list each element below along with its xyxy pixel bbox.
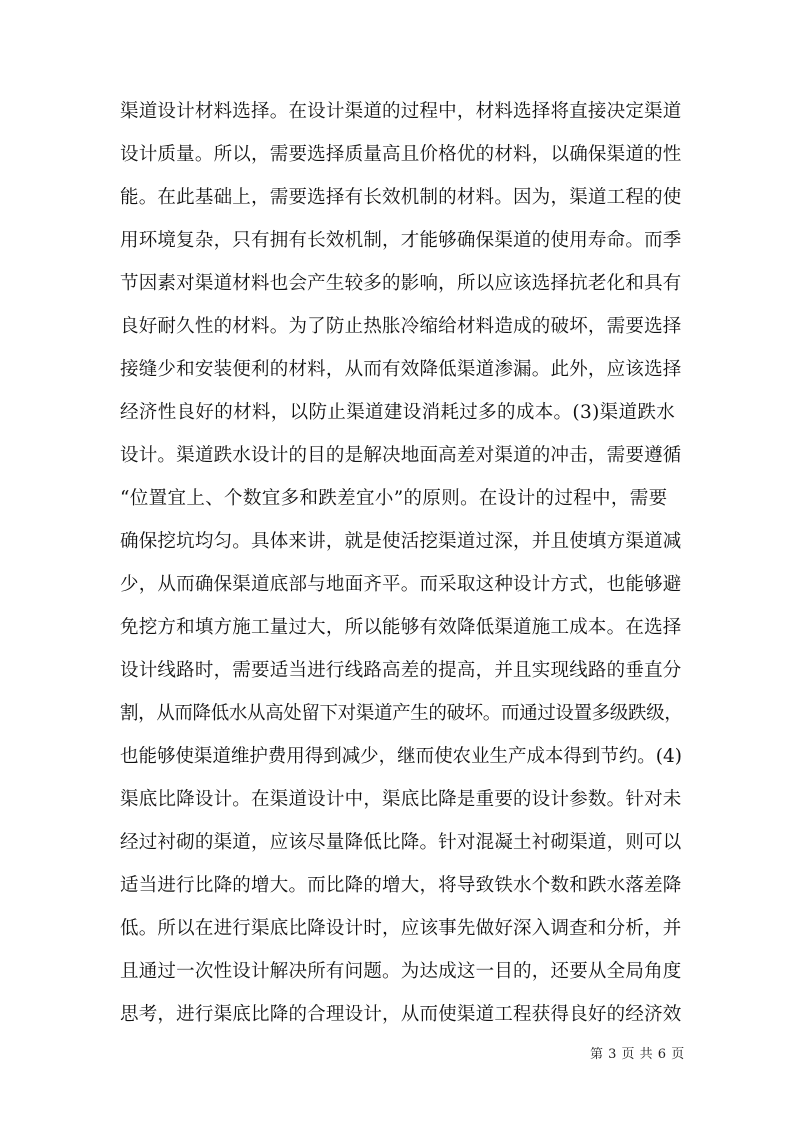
text-line: 能。在此基础上，需要选择有长效机制的材料。因为，渠道工程的使: [120, 187, 682, 208]
text-line: 渠道设计材料选择。在设计渠道的过程中，材料选择将直接决定渠道: [120, 101, 682, 122]
text-line: 用环境复杂，只有拥有长效机制，才能够确保渠道的使用寿命。而季: [120, 230, 682, 251]
text-line: “位置宜上、个数宜多和跌差宜小”的原则。在设计的过程中，需要: [120, 488, 668, 509]
text-line: 适当进行比降的增大。而比降的增大，将导致铁水个数和跌水落差降: [120, 875, 682, 896]
text-line: 渠底比降设计。在渠道设计中，渠底比降是重要的设计参数。针对未: [120, 789, 682, 810]
text-line: 确保挖坑均匀。具体来讲，就是使活挖渠道过深，并且使填方渠道减: [120, 531, 682, 552]
text-line: 经过衬砌的渠道，应该尽量降低比降。针对混凝土衬砌渠道，则可以: [120, 832, 682, 853]
text-line: 割，从而降低水从高处留下对渠道产生的破坏。而通过设置多级跌级，: [120, 703, 683, 724]
text-line: 免挖方和填方施工量过大，所以能够有效降低渠道施工成本。在选择: [120, 617, 682, 638]
text-line: 思考，进行渠底比降的合理设计，从而使渠道工程获得良好的经济效: [120, 1004, 682, 1025]
text-line: 良好耐久性的材料。为了防止热胀冷缩给材料造成的破坏，需要选择: [120, 316, 682, 337]
text-line: 也能够使渠道维护费用得到减少，继而使农业生产成本得到节约。(4): [120, 746, 682, 767]
text-line: 接缝少和安装便利的材料，从而有效降低渠道渗漏。此外，应该选择: [120, 359, 682, 380]
text-line: 设计。渠道跌水设计的目的是解决地面高差对渠道的冲击，需要遵循: [120, 445, 682, 466]
text-line: 且通过一次性设计解决所有问题。为达成这一目的，还要从全局角度: [120, 961, 682, 982]
text-line: 少，从而确保渠道底部与地面齐平。而采取这种设计方式，也能够避: [120, 574, 682, 595]
page-number-footer: 第 3 页 共 6 页: [590, 1047, 685, 1062]
text-line: 经济性良好的材料，以防止渠道建设消耗过多的成本。(3)渠道跌水: [120, 402, 676, 423]
text-line: 设计线路时，需要适当进行线路高差的提高，并且实现线路的垂直分: [120, 660, 682, 681]
text-line: 低。所以在进行渠底比降设计时，应该事先做好深入调查和分析，并: [120, 918, 682, 939]
text-line: 节因素对渠道材料也会产生较多的影响，所以应该选择抗老化和具有: [120, 273, 682, 294]
text-line: 设计质量。所以，需要选择质量高且价格优的材料，以确保渠道的性: [120, 144, 682, 165]
